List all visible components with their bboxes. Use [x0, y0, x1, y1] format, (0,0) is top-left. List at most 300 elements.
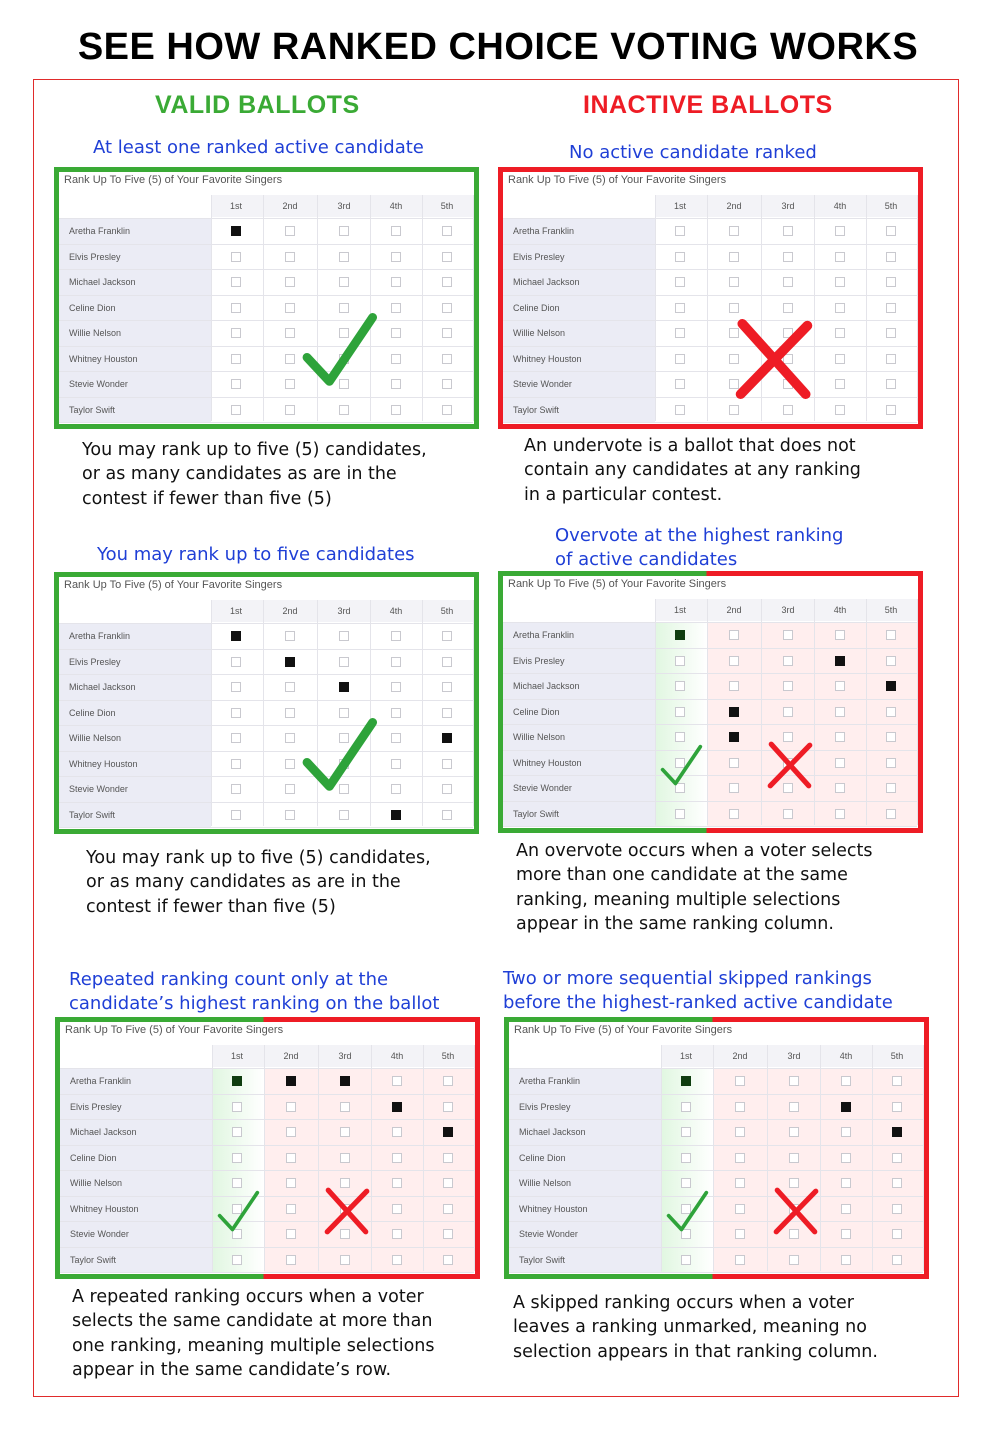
ranking-checkbox[interactable] — [231, 733, 241, 743]
ranking-checkbox[interactable] — [835, 707, 845, 717]
ranking-checkbox[interactable] — [391, 405, 401, 415]
ranking-checkbox[interactable] — [392, 1076, 402, 1086]
ranking-checkbox[interactable] — [231, 759, 241, 769]
ranking-checkbox[interactable] — [835, 354, 845, 364]
ballot-column-divider — [474, 1045, 475, 1271]
ranking-checkbox[interactable] — [835, 732, 845, 742]
ranking-checkbox[interactable] — [835, 405, 845, 415]
ranking-checkbox[interactable] — [886, 630, 896, 640]
ranking-checkbox[interactable] — [675, 656, 685, 666]
ranking-checkbox[interactable] — [285, 379, 295, 389]
ranking-checkbox[interactable] — [675, 226, 685, 236]
ballot-column-divider — [318, 1045, 319, 1271]
ranking-checkbox[interactable] — [735, 1102, 745, 1112]
ballot-column-divider — [423, 1045, 424, 1271]
ranking-checkbox[interactable] — [391, 708, 401, 718]
ranking-checkbox[interactable] — [285, 708, 295, 718]
ranking-checkbox[interactable] — [339, 657, 349, 667]
ranking-checkbox[interactable] — [442, 226, 452, 236]
ranking-checkbox[interactable] — [392, 1255, 402, 1265]
ranking-checkbox[interactable] — [391, 303, 401, 313]
ranking-checkbox[interactable] — [285, 277, 295, 287]
ranking-checkbox[interactable] — [339, 226, 349, 236]
ballot-column-divider — [473, 600, 474, 826]
ranking-checkbox[interactable] — [735, 1255, 745, 1265]
ranking-checkbox[interactable] — [841, 1127, 851, 1137]
ranking-checkbox[interactable] — [675, 252, 685, 262]
candidate-name: Elvis Presley — [513, 251, 565, 262]
ranking-checkbox[interactable] — [675, 809, 685, 819]
ranking-checkbox[interactable] — [886, 252, 896, 262]
ranking-checkbox[interactable] — [675, 354, 685, 364]
ranking-checkbox[interactable] — [886, 405, 896, 415]
candidate-name: Elvis Presley — [70, 1101, 122, 1112]
ranking-checkbox[interactable] — [392, 1204, 402, 1214]
ranking-checkbox[interactable] — [443, 1102, 453, 1112]
verdict-check — [215, 1183, 261, 1245]
rank-column-label: 1st — [673, 605, 686, 615]
ranking-checkbox[interactable] — [892, 1204, 902, 1214]
ranking-checkbox[interactable] — [285, 759, 295, 769]
ranking-checkbox[interactable] — [886, 226, 896, 236]
ranking-checkbox[interactable] — [886, 783, 896, 793]
ranking-checkbox[interactable] — [391, 810, 401, 820]
ranking-checkbox[interactable] — [443, 1255, 453, 1265]
ranking-checkbox[interactable] — [285, 303, 295, 313]
ranking-checkbox[interactable] — [841, 1204, 851, 1214]
ballot-row-divider — [509, 1094, 923, 1095]
ranking-checkbox[interactable] — [681, 1255, 691, 1265]
ranking-checkbox[interactable] — [783, 277, 793, 287]
panel-description-line: contain any candidates at any ranking — [524, 460, 861, 481]
ranking-checkbox[interactable] — [286, 1204, 296, 1214]
rank-column-label: 2nd — [726, 201, 742, 211]
ranking-checkbox[interactable] — [886, 277, 896, 287]
ranking-checkbox[interactable] — [232, 1127, 242, 1137]
rank-column-label: 4th — [390, 1051, 404, 1061]
ranking-checkbox[interactable] — [392, 1127, 402, 1137]
ranking-checkbox[interactable] — [835, 252, 845, 262]
rank-column-label: 5th — [884, 201, 898, 211]
ballot-card — [498, 167, 923, 429]
rank-column-label: 4th — [833, 605, 847, 615]
ranking-checkbox[interactable] — [392, 1229, 402, 1239]
panel-description-line: one ranking, meaning multiple selections — [72, 1335, 435, 1356]
ranking-checkbox[interactable] — [339, 631, 349, 641]
ranking-checkbox[interactable] — [231, 405, 241, 415]
ranking-checkbox[interactable] — [735, 1229, 745, 1239]
ranking-checkbox[interactable] — [729, 252, 739, 262]
ballot-row-divider — [60, 1247, 474, 1248]
candidate-name: Willie Nelson — [519, 1178, 572, 1188]
ranking-checkbox[interactable] — [340, 1153, 350, 1163]
candidate-name: Whitney Houston — [69, 758, 138, 769]
ranking-checkbox[interactable] — [729, 783, 739, 793]
inactive-column-heading: INACTIVE BALLOTS — [583, 91, 833, 119]
ballot-row-divider — [59, 346, 473, 347]
ranking-checkbox[interactable] — [391, 252, 401, 262]
ranking-checkbox[interactable] — [892, 1127, 902, 1137]
ranking-checkbox[interactable] — [735, 1178, 745, 1188]
ranking-checkbox[interactable] — [729, 758, 739, 768]
ranking-checkbox[interactable] — [675, 630, 685, 640]
ranking-checkbox[interactable] — [231, 708, 241, 718]
ranking-checkbox[interactable] — [391, 328, 401, 338]
ballot-row-divider — [509, 1221, 923, 1222]
ranking-checkbox[interactable] — [286, 1102, 296, 1112]
ranking-checkbox[interactable] — [231, 631, 241, 641]
ranking-checkbox[interactable] — [835, 630, 845, 640]
ballot-column-divider — [655, 599, 656, 825]
ballot-row-divider — [60, 1068, 474, 1069]
ranking-checkbox[interactable] — [231, 226, 241, 236]
ranking-checkbox[interactable] — [232, 1153, 242, 1163]
ranking-checkbox[interactable] — [783, 252, 793, 262]
ranking-checkbox[interactable] — [231, 354, 241, 364]
ranking-checkbox[interactable] — [886, 303, 896, 313]
panel-heading-line: Overvote at the highest ranking — [555, 525, 844, 546]
candidate-name: Celine Dion — [513, 706, 560, 717]
ballot-card — [54, 167, 479, 429]
check-mark-icon — [299, 307, 379, 395]
ranking-checkbox[interactable] — [285, 784, 295, 794]
ranking-checkbox[interactable] — [729, 303, 739, 313]
ranking-checkbox[interactable] — [892, 1153, 902, 1163]
ballot-row-divider — [59, 244, 473, 245]
ranking-checkbox[interactable] — [892, 1076, 902, 1086]
ranking-checkbox[interactable] — [729, 809, 739, 819]
candidate-name: Stevie Wonder — [69, 784, 128, 794]
ranking-checkbox[interactable] — [729, 630, 739, 640]
ranking-checkbox[interactable] — [729, 226, 739, 236]
ranking-checkbox[interactable] — [232, 1255, 242, 1265]
ranking-checkbox[interactable] — [783, 809, 793, 819]
ranking-checkbox[interactable] — [835, 303, 845, 313]
ranking-checkbox[interactable] — [391, 277, 401, 287]
ranking-checkbox[interactable] — [892, 1102, 902, 1112]
panel-heading-line: of active candidates — [555, 549, 738, 570]
ranking-checkbox[interactable] — [892, 1178, 902, 1188]
ranking-checkbox[interactable] — [442, 379, 452, 389]
ranking-checkbox[interactable] — [841, 1255, 851, 1265]
candidate-name: Taylor Swift — [69, 809, 116, 820]
ranking-checkbox[interactable] — [442, 631, 452, 641]
ranking-checkbox[interactable] — [675, 328, 685, 338]
ranking-checkbox[interactable] — [231, 252, 241, 262]
ranking-checkbox[interactable] — [789, 1127, 799, 1137]
candidate-name: Elvis Presley — [519, 1101, 571, 1112]
ranking-checkbox[interactable] — [340, 1102, 350, 1112]
ranking-checkbox[interactable] — [443, 1178, 453, 1188]
ranking-checkbox[interactable] — [886, 379, 896, 389]
ranking-checkbox[interactable] — [285, 810, 295, 820]
ranking-checkbox[interactable] — [729, 656, 739, 666]
ranking-checkbox[interactable] — [443, 1127, 453, 1137]
rank-column-label: 5th — [441, 1051, 455, 1061]
ranking-checkbox[interactable] — [391, 784, 401, 794]
candidate-name: Willie Nelson — [69, 733, 122, 743]
ranking-checkbox[interactable] — [841, 1076, 851, 1086]
panel-description-line: A skipped ranking occurs when a voter — [513, 1293, 854, 1313]
candidate-name: Elvis Presley — [513, 655, 565, 666]
ranking-checkbox[interactable] — [232, 1076, 242, 1086]
candidate-name: Michael Jackson — [70, 1127, 137, 1137]
ranking-checkbox[interactable] — [392, 1178, 402, 1188]
ranking-checkbox[interactable] — [340, 1076, 350, 1086]
ballot-row-divider — [59, 218, 473, 219]
candidate-name: Stevie Wonder — [69, 379, 128, 389]
ranking-checkbox[interactable] — [391, 657, 401, 667]
ranking-checkbox[interactable] — [285, 733, 295, 743]
cross-mark-icon — [764, 739, 816, 791]
ballot-column-divider — [263, 195, 264, 421]
ranking-checkbox[interactable] — [783, 226, 793, 236]
ranking-checkbox[interactable] — [442, 328, 452, 338]
ranking-checkbox[interactable] — [339, 252, 349, 262]
ranking-checkbox[interactable] — [285, 657, 295, 667]
ballot-row-divider — [503, 750, 917, 751]
ballot-row-divider — [59, 623, 473, 624]
ranking-checkbox[interactable] — [391, 631, 401, 641]
ranking-checkbox[interactable] — [675, 303, 685, 313]
ballot-row-divider — [59, 751, 473, 752]
ranking-checkbox[interactable] — [835, 809, 845, 819]
ranking-checkbox[interactable] — [285, 226, 295, 236]
ranking-checkbox[interactable] — [339, 810, 349, 820]
ranking-checkbox[interactable] — [442, 354, 452, 364]
rank-column-label: 2nd — [732, 1051, 748, 1061]
ballot-row-divider — [503, 622, 917, 623]
ranking-checkbox[interactable] — [886, 758, 896, 768]
ranking-checkbox[interactable] — [442, 759, 452, 769]
ranking-checkbox[interactable] — [735, 1204, 745, 1214]
ballot-title: Rank Up To Five (5) of Your Favorite Singers — [508, 578, 727, 590]
ranking-checkbox[interactable] — [340, 1255, 350, 1265]
ranking-checkbox[interactable] — [339, 682, 349, 692]
rank-column-label: 3rd — [338, 1051, 352, 1061]
candidate-name: Willie Nelson — [70, 1178, 123, 1188]
ranking-checkbox[interactable] — [835, 656, 845, 666]
rank-column-label: 5th — [440, 606, 454, 616]
ranking-checkbox[interactable] — [231, 328, 241, 338]
candidate-name: Stevie Wonder — [519, 1229, 578, 1239]
ranking-checkbox[interactable] — [886, 809, 896, 819]
ranking-checkbox[interactable] — [339, 277, 349, 287]
ranking-checkbox[interactable] — [285, 252, 295, 262]
candidate-name: Celine Dion — [70, 1152, 117, 1163]
ranking-checkbox[interactable] — [729, 277, 739, 287]
rank-column-label: 3rd — [781, 605, 795, 615]
rank-column-label: 4th — [389, 606, 403, 616]
ballot-row-divider — [503, 724, 917, 725]
ranking-checkbox[interactable] — [285, 354, 295, 364]
rank-column-label: 1st — [673, 201, 686, 211]
panel-description-line: An undervote is a ballot that does not — [524, 436, 856, 456]
ranking-checkbox[interactable] — [886, 656, 896, 666]
ranking-checkbox[interactable] — [841, 1102, 851, 1112]
ranking-checkbox[interactable] — [392, 1102, 402, 1112]
ranking-checkbox[interactable] — [442, 405, 452, 415]
ranking-checkbox[interactable] — [735, 1153, 745, 1163]
ballot-column-divider — [661, 1045, 662, 1271]
ranking-checkbox[interactable] — [675, 277, 685, 287]
ranking-checkbox[interactable] — [391, 354, 401, 364]
ranking-checkbox[interactable] — [835, 379, 845, 389]
ranking-checkbox[interactable] — [886, 328, 896, 338]
ranking-checkbox[interactable] — [681, 1102, 691, 1112]
rank-column-label: 2nd — [283, 1051, 299, 1061]
ranking-checkbox[interactable] — [231, 784, 241, 794]
ranking-checkbox[interactable] — [286, 1076, 296, 1086]
ranking-checkbox[interactable] — [729, 707, 739, 717]
ranking-checkbox[interactable] — [783, 707, 793, 717]
ranking-checkbox[interactable] — [231, 303, 241, 313]
ranking-checkbox[interactable] — [681, 1076, 691, 1086]
ranking-checkbox[interactable] — [391, 682, 401, 692]
ranking-checkbox[interactable] — [681, 1127, 691, 1137]
ranking-checkbox[interactable] — [442, 784, 452, 794]
rank-column-label: 3rd — [787, 1051, 801, 1061]
ranking-checkbox[interactable] — [286, 1255, 296, 1265]
panel-description-line: more than one candidate at the same — [516, 865, 848, 886]
ranking-checkbox[interactable] — [783, 656, 793, 666]
ballot-row-divider — [509, 1068, 923, 1069]
ranking-checkbox[interactable] — [835, 328, 845, 338]
ranking-checkbox[interactable] — [443, 1204, 453, 1214]
ballot-title: Rank Up To Five (5) of Your Favorite Singers — [64, 174, 283, 186]
ranking-checkbox[interactable] — [442, 252, 452, 262]
ranking-checkbox[interactable] — [285, 405, 295, 415]
panel-heading-line: You may rank up to five candidates — [97, 544, 415, 565]
ranking-checkbox[interactable] — [286, 1229, 296, 1239]
candidate-name: Michael Jackson — [513, 277, 580, 287]
ranking-checkbox[interactable] — [892, 1255, 902, 1265]
ranking-checkbox[interactable] — [442, 810, 452, 820]
ranking-checkbox[interactable] — [675, 405, 685, 415]
ranking-checkbox[interactable] — [339, 405, 349, 415]
rank-column-label: 5th — [884, 605, 898, 615]
ranking-checkbox[interactable] — [789, 1102, 799, 1112]
ballot-column-divider — [872, 1045, 873, 1271]
ballot-row-divider — [59, 776, 473, 777]
candidate-name: Stevie Wonder — [70, 1229, 129, 1239]
ranking-checkbox[interactable] — [285, 328, 295, 338]
ranking-checkbox[interactable] — [340, 1127, 350, 1137]
ranking-checkbox[interactable] — [835, 226, 845, 236]
verdict-cross — [321, 1185, 373, 1241]
ranking-checkbox[interactable] — [729, 732, 739, 742]
ranking-checkbox[interactable] — [286, 1178, 296, 1188]
ranking-checkbox[interactable] — [675, 707, 685, 717]
ranking-checkbox[interactable] — [442, 657, 452, 667]
ranking-checkbox[interactable] — [735, 1076, 745, 1086]
candidate-name: Michael Jackson — [69, 277, 136, 287]
candidate-name: Celine Dion — [69, 302, 116, 313]
ranking-checkbox[interactable] — [675, 379, 685, 389]
ballot-row-divider — [503, 218, 917, 219]
ranking-checkbox[interactable] — [675, 681, 685, 691]
candidate-name: Aretha Franklin — [70, 1076, 132, 1086]
ranking-checkbox[interactable] — [729, 681, 739, 691]
ballot-row-divider — [509, 1170, 923, 1171]
rank-column-label: 4th — [833, 201, 847, 211]
ranking-checkbox[interactable] — [835, 681, 845, 691]
ranking-checkbox[interactable] — [841, 1153, 851, 1163]
ranking-checkbox[interactable] — [783, 630, 793, 640]
candidate-name: Aretha Franklin — [69, 631, 131, 641]
ranking-checkbox[interactable] — [232, 1102, 242, 1112]
ranking-checkbox[interactable] — [442, 682, 452, 692]
ranking-checkbox[interactable] — [886, 707, 896, 717]
ranking-checkbox[interactable] — [789, 1255, 799, 1265]
candidate-name: Elvis Presley — [69, 656, 121, 667]
ranking-checkbox[interactable] — [841, 1178, 851, 1188]
candidate-name: Stevie Wonder — [513, 783, 572, 793]
ranking-checkbox[interactable] — [392, 1153, 402, 1163]
ranking-checkbox[interactable] — [231, 682, 241, 692]
ranking-checkbox[interactable] — [231, 657, 241, 667]
ranking-checkbox[interactable] — [886, 732, 896, 742]
ranking-checkbox[interactable] — [783, 681, 793, 691]
ranking-checkbox[interactable] — [442, 708, 452, 718]
ballot-row-divider — [59, 371, 473, 372]
ranking-checkbox[interactable] — [442, 733, 452, 743]
verdict-cross — [728, 315, 820, 407]
ranking-checkbox[interactable] — [892, 1229, 902, 1239]
ranking-checkbox[interactable] — [886, 354, 896, 364]
candidate-name: Taylor Swift — [70, 1254, 117, 1265]
ballot-card — [55, 1017, 480, 1279]
ranking-checkbox[interactable] — [735, 1127, 745, 1137]
ranking-checkbox[interactable] — [835, 758, 845, 768]
ranking-checkbox[interactable] — [231, 810, 241, 820]
panel-heading-line: No active candidate ranked — [569, 142, 817, 163]
ranking-checkbox[interactable] — [789, 1076, 799, 1086]
ranking-checkbox[interactable] — [783, 303, 793, 313]
ranking-checkbox[interactable] — [285, 631, 295, 641]
ballot-row-divider — [60, 1221, 474, 1222]
rank-column-label: 1st — [229, 201, 242, 211]
ranking-checkbox[interactable] — [443, 1229, 453, 1239]
verdict-check — [299, 307, 379, 399]
ballot-row-divider — [503, 775, 917, 776]
ranking-checkbox[interactable] — [443, 1076, 453, 1086]
ranking-checkbox[interactable] — [835, 783, 845, 793]
ranking-checkbox[interactable] — [443, 1153, 453, 1163]
ballot-title: Rank Up To Five (5) of Your Favorite Singers — [64, 579, 283, 591]
ranking-checkbox[interactable] — [391, 226, 401, 236]
ranking-checkbox[interactable] — [286, 1127, 296, 1137]
ranking-checkbox[interactable] — [835, 277, 845, 287]
ranking-checkbox[interactable] — [886, 681, 896, 691]
ranking-checkbox[interactable] — [286, 1153, 296, 1163]
ranking-checkbox[interactable] — [442, 303, 452, 313]
ballot-row-divider — [503, 422, 917, 423]
ranking-checkbox[interactable] — [231, 277, 241, 287]
ranking-checkbox[interactable] — [231, 379, 241, 389]
ranking-checkbox[interactable] — [391, 379, 401, 389]
ballot-row-divider — [503, 699, 917, 700]
ballot-row-divider — [59, 700, 473, 701]
ranking-checkbox[interactable] — [391, 759, 401, 769]
rank-column-label: 4th — [389, 201, 403, 211]
ranking-checkbox[interactable] — [841, 1229, 851, 1239]
ranking-checkbox[interactable] — [391, 733, 401, 743]
ranking-checkbox[interactable] — [442, 277, 452, 287]
ranking-checkbox[interactable] — [285, 682, 295, 692]
ranking-checkbox[interactable] — [789, 1153, 799, 1163]
ranking-checkbox[interactable] — [681, 1153, 691, 1163]
